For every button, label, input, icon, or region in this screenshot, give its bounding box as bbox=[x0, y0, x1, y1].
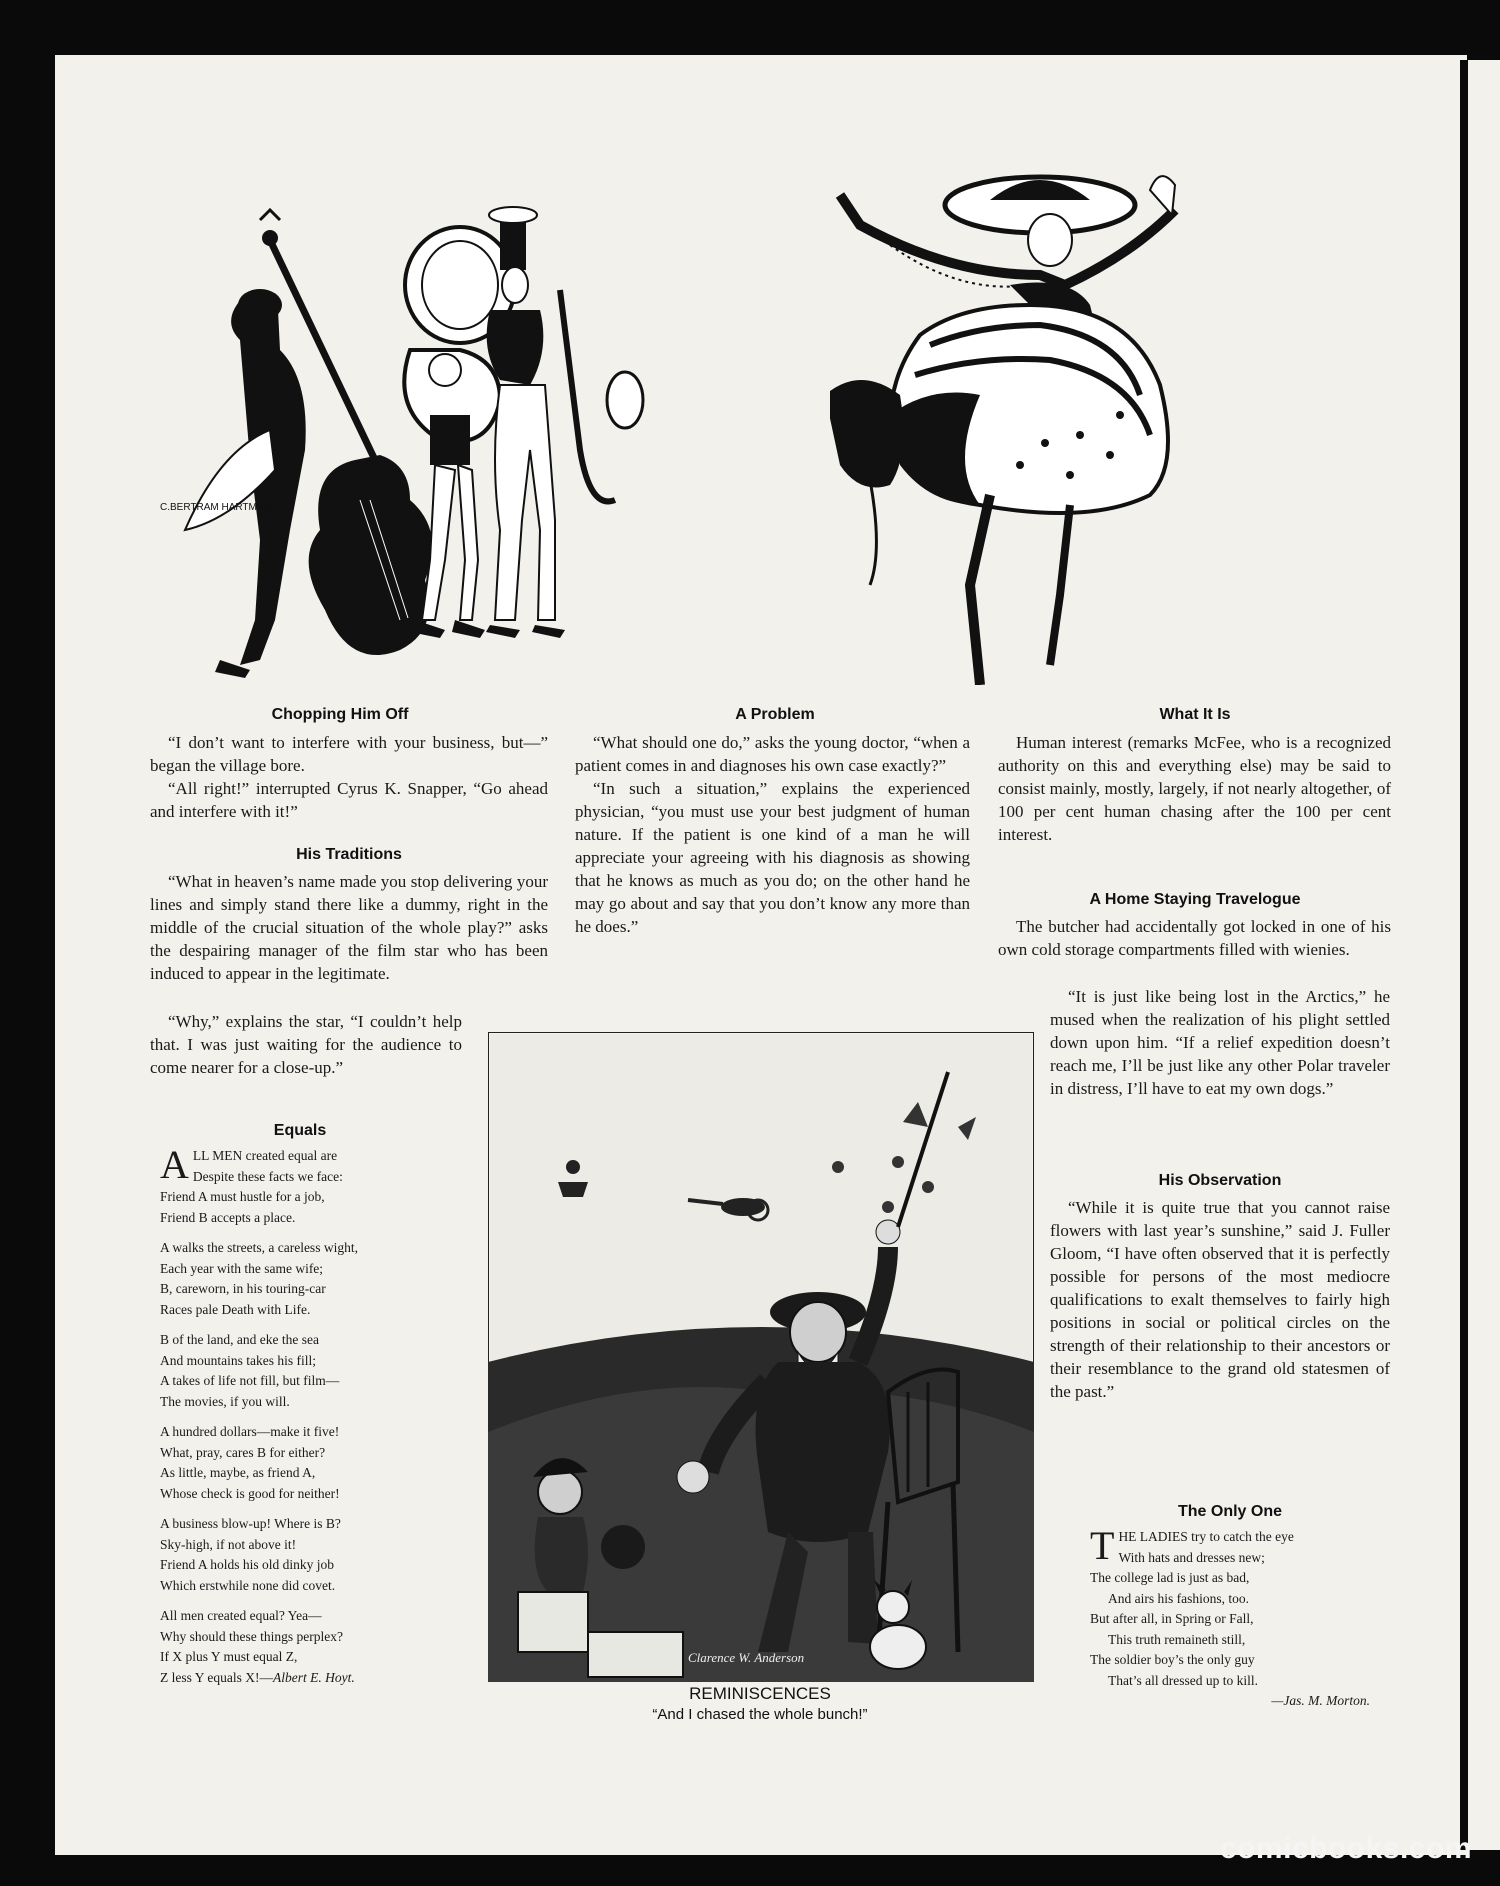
site-watermark: comicbooks.com bbox=[1219, 1832, 1472, 1865]
poem-line: Friend B accepts a place. bbox=[160, 1209, 296, 1225]
poem-line: Why should these things perplex? bbox=[160, 1628, 343, 1644]
reminiscences-cartoon bbox=[488, 1032, 1034, 1682]
cartoon-signature: Clarence W. Anderson bbox=[688, 1650, 805, 1665]
poem-line: Whose check is good for neither! bbox=[160, 1485, 340, 1501]
clarinet-player-figure bbox=[486, 207, 643, 638]
equals-title: Equals bbox=[273, 1122, 327, 1139]
traditions-text bbox=[150, 870, 548, 985]
dancer-illustration bbox=[830, 165, 1390, 685]
band-signature: C.BERTRAM HARTMAN bbox=[160, 502, 271, 513]
traditions-text-2 bbox=[150, 1010, 462, 1079]
poem-last-line bbox=[160, 1668, 460, 1689]
traditions-title: His Traditions bbox=[296, 846, 402, 863]
observation-title: His Observation bbox=[1158, 1172, 1282, 1189]
travelogue-text-2 bbox=[1050, 985, 1390, 1100]
poem-line: Friend A must hustle for a job, bbox=[160, 1189, 325, 1204]
poem-line: But after all, in Spring or Fall, bbox=[1090, 1611, 1254, 1626]
poem-line: A hundred dollars—make it five! bbox=[160, 1424, 340, 1439]
poem-line: What, pray, cares B for either? bbox=[160, 1444, 326, 1460]
poem-line: The movies, if you will. bbox=[160, 1393, 290, 1409]
only-one-title: The Only One bbox=[1177, 1503, 1282, 1520]
travelogue-p2: “It is just like being lost in the Arctics,” he mused when the realization of his plight settled down upon him. “If a relief expedition doesn’t reach me, I’ll be just like any other Polar traveler in distress, I’ll have to eat my own dogs.” bbox=[1050, 987, 1390, 1098]
only-one-dropcap: T bbox=[1090, 1523, 1115, 1568]
problem-p1: “What should one do,” asks the young doctor, “when a patient comes in and diagnoses his own case exactly?” bbox=[575, 733, 970, 775]
poem-line: Sky-high, if not above it! bbox=[160, 1536, 297, 1552]
traditions-p1: “What in heaven’s name made you stop delivering your lines and simply stand there like a dummy, right in the middle of the crucial situation of the whole play?” asks the despairing manager of the film star who has been induced to appear in the legitimate. bbox=[150, 872, 548, 983]
poem-line: A takes of life not fill, but film— bbox=[160, 1373, 340, 1388]
travelogue-p1: The butcher had accidentally got locked in one of his own cold storage compartments filled with wienies. bbox=[998, 917, 1391, 959]
poem-line: B, careworn, in his touring-car bbox=[160, 1281, 326, 1296]
poem-line: That’s all dressed up to kill. bbox=[1108, 1672, 1258, 1688]
poem-line: This truth remaineth still, bbox=[1108, 1631, 1246, 1647]
observation-p1: “While it is quite true that you cannot raise flowers with last year’s sunshine,” said J. Fuller Gloom, “I have often observed that it is perfectly possible for persons of the most mediocre qualifications to exalt themselves to fairly high positions in social or political circles on the strength of their relationship to their ancestors or their resemblance to the grand old statesmen of the past.” bbox=[1050, 1198, 1390, 1401]
poem-line: All men created equal? Yea— bbox=[160, 1608, 322, 1623]
poem-line: If X plus Y must equal Z, bbox=[160, 1649, 298, 1664]
cartoon-caption: “And I chased the whole bunch!” bbox=[652, 1706, 868, 1723]
poem-line: Z less Y equals X!— bbox=[160, 1669, 273, 1685]
chopping-text bbox=[150, 731, 548, 823]
what-it-is-p1: Human interest (remarks McFee, who is a recognized authority on this and everything else) may be said to consist mainly, mostly, largely, if not nearly altogether, of 100 per cent human chasing after the 100 per cent interest. bbox=[998, 733, 1391, 844]
observation-text bbox=[1050, 1196, 1390, 1403]
poem-line: Each year with the same wife; bbox=[160, 1260, 324, 1276]
problem-text bbox=[575, 731, 970, 938]
poem-line: Which erstwhile none did covet. bbox=[160, 1577, 336, 1593]
chopping-p1: “I don’t want to interfere with your business, but—” began the village bore. bbox=[150, 733, 548, 775]
travelogue-text bbox=[998, 915, 1391, 961]
chopping-title: Chopping Him Off bbox=[271, 706, 409, 723]
chopping-p2: “All right!” interrupted Cyrus K. Snapper, “Go ahead and interfere with it!” bbox=[150, 779, 548, 821]
only-one-author: —Jas. M. Morton. bbox=[1271, 1693, 1370, 1708]
only-one-poem bbox=[1090, 1523, 1390, 1712]
poem-line: And mountains takes his fill; bbox=[160, 1352, 316, 1368]
poem-line: The college lad is just as bad, bbox=[1090, 1570, 1250, 1585]
poem-line: Despite these facts we face: bbox=[192, 1168, 343, 1184]
poem-line: HE LADIES try to catch the eye bbox=[1118, 1529, 1294, 1544]
poem-line: Friend A holds his old dinky job bbox=[160, 1557, 335, 1572]
poem-line: As little, maybe, as friend A, bbox=[160, 1465, 316, 1480]
poem-line: And airs his fashions, too. bbox=[1108, 1590, 1249, 1606]
what-it-is-text bbox=[998, 731, 1391, 846]
poem-line: Races pale Death with Life. bbox=[160, 1301, 311, 1317]
facing-page-edge bbox=[1460, 60, 1500, 1850]
problem-p2: “In such a situation,” explains the experienced physician, “you must use your best judgment of human nature. If the patient is one kind of a man he will appreciate your agreeing with his diagnosis as showing that he knows as much as you do; on the other hand he may go about and say that you don’t know any more than he does.” bbox=[575, 779, 970, 936]
equals-poem bbox=[160, 1142, 460, 1698]
traditions-p2: “Why,” explains the star, “I couldn’t help that. I was just waiting for the audience to come nearer for a close-up.” bbox=[150, 1012, 462, 1077]
poem-line: With hats and dresses new; bbox=[1118, 1549, 1265, 1565]
cartoon-title: REMINISCENCES bbox=[689, 1684, 831, 1703]
what-it-is-title: What It Is bbox=[1159, 706, 1231, 723]
poem-line: The soldier boy’s the only guy bbox=[1090, 1652, 1255, 1667]
equals-author: Albert E. Hoyt. bbox=[272, 1669, 355, 1685]
poem-line: A business blow-up! Where is B? bbox=[160, 1516, 341, 1531]
band-illustration bbox=[160, 200, 800, 680]
equals-dropcap: A bbox=[160, 1142, 189, 1187]
poem-line: B of the land, and eke the sea bbox=[160, 1332, 319, 1347]
poem-line: A walks the streets, a careless wight, bbox=[160, 1240, 358, 1255]
bass-player-figure bbox=[185, 289, 306, 678]
problem-title: A Problem bbox=[735, 706, 815, 723]
travelogue-title: A Home Staying Travelogue bbox=[1089, 891, 1301, 908]
poem-line: LL MEN created equal are bbox=[192, 1148, 338, 1163]
